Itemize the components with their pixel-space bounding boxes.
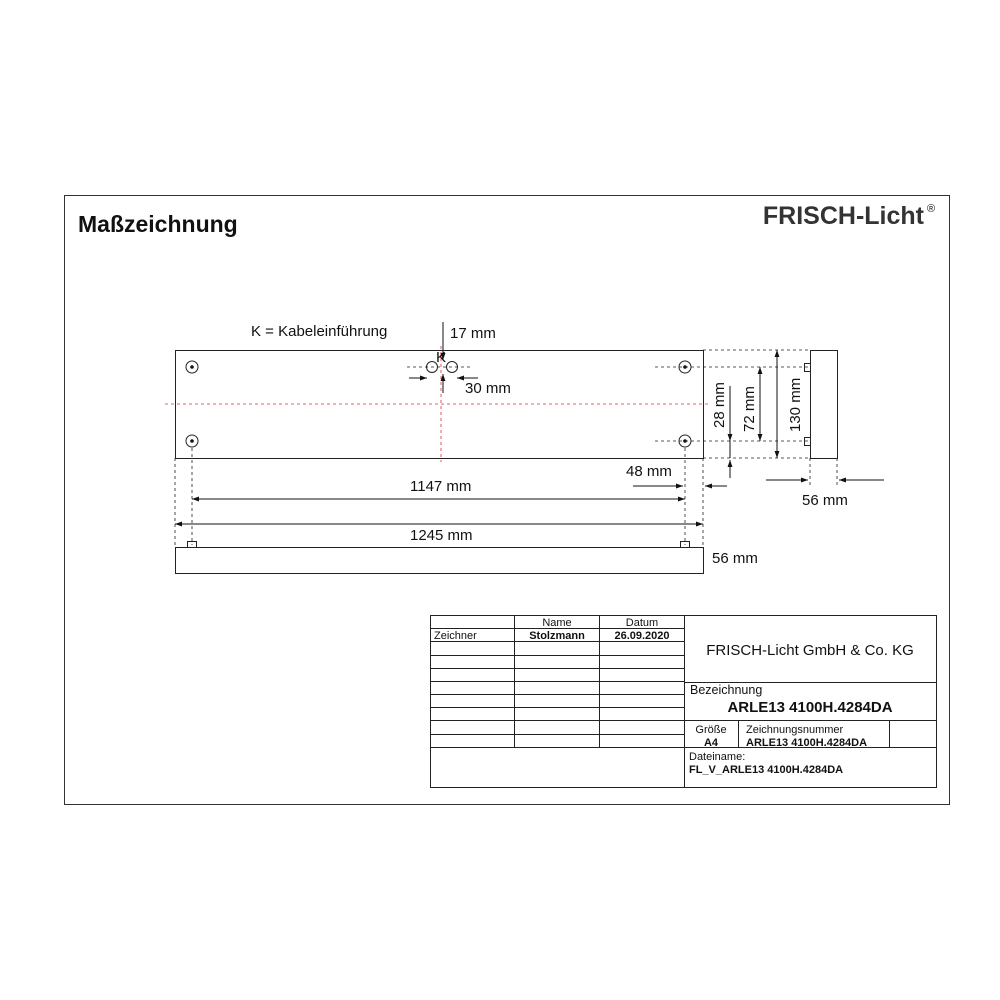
dim-130-label: 130 mm	[787, 377, 804, 432]
drawer-name: Stolzmann	[529, 630, 585, 642]
title-block-col-date: Datum	[625, 617, 659, 629]
designation-value: ARLE13 4100H.4284DA	[727, 699, 893, 716]
size-label: Größe	[695, 724, 727, 736]
dim-56-bottom-label: 56 mm	[712, 550, 758, 567]
dim-1147-label: 1147 mm	[410, 478, 472, 495]
title-block-row-label: Zeichner	[434, 630, 477, 642]
dim-48-label: 48 mm	[626, 463, 672, 480]
drawing-number-value: ARLE13 4100H.4284DA	[746, 737, 868, 749]
designation-label: Bezeichnung	[690, 683, 763, 697]
dim-72-label: 72 mm	[741, 386, 758, 432]
dim-17-label: 17 mm	[450, 325, 496, 342]
brand-registered-mark: ®	[927, 203, 936, 215]
dim-1245-label: 1245 mm	[410, 527, 473, 544]
cable-entry-legend: K = Kabeleinführung	[251, 323, 388, 340]
brand-logo: FRISCH-Licht	[762, 202, 924, 230]
title-block-col-name: Name	[542, 617, 572, 629]
dim-28-label: 28 mm	[711, 382, 728, 428]
dim-30-label: 30 mm	[465, 380, 511, 397]
company-name: FRISCH-Licht GmbH & Co. KG	[706, 642, 914, 659]
drawer-date: 26.09.2020	[614, 630, 670, 642]
drawing-number-label: Zeichnungsnummer	[746, 724, 844, 736]
size-value: A4	[703, 737, 719, 749]
filename-label: Dateiname:	[689, 751, 746, 763]
cable-entry-k-label: K	[436, 349, 447, 366]
dim-56-side-label: 56 mm	[802, 492, 848, 509]
filename-value: FL_V_ARLE13 4100H.4284DA	[689, 764, 844, 776]
page-title: Maßzeichnung	[78, 211, 238, 237]
